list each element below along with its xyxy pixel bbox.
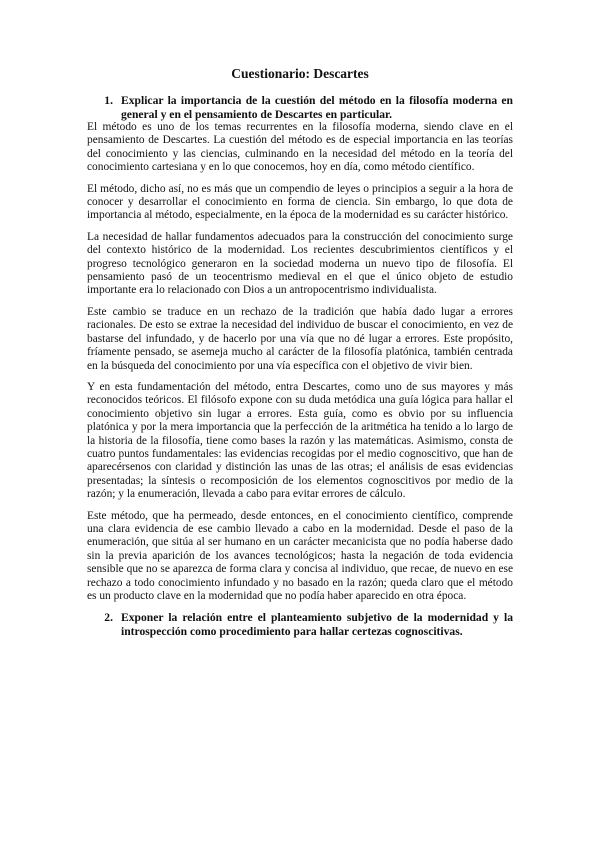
answer-paragraph-2: El método, dicho así, no es más que un compendio de leyes o principios a seguir a la hora de conocer y desarrollar el conocimiento en forma de ciencia. Sin embargo, lo que dota de importancia al método, especialmente, en la época de la modernidad es su carácter histórico. (87, 182, 513, 222)
answer-paragraph-6: Este método, que ha permeado, desde entonces, en el conocimiento científico, comprende una clara evidencia de ese cambio llevado a cabo en la modernidad. Desde el paso de la enumeración, que sitúa al ser humano en un carácter mecanicista que no podía haberse dado sin la previa aparición de los avances tecnológicos; hasta la negación de toda evidencia sensible que no se aparezca de forma clara y concisa al individuo, que recae, de nuevo en ese rechazo a todo conocimiento infundado y no basado en la razón; queda claro que el método es un producto clave en la modernidad que no podía haber aparecido en otra época. (87, 509, 513, 602)
answer-paragraph-5: Y en esta fundamentación del método, entra Descartes, como uno de sus mayores y más reconocidos teóricos. El filósofo expone con su duda metódica una guía lógica para hallar el conocimiento objetivo sin lugar a errores. Esta guía, como es obvio por su influencia platónica y por la mera importancia que la perfección de la aritmética ha tenido a lo largo de la historia de la filosofía, tiene como bases la razón y las matemáticas. Asimismo, consta de cuatro puntos fundamentales: las evidencias recogidas por el medio cognoscitivo, que han de aparecérsenos con claridad y distinción las unas de las otras; el análisis de esas evidencias presentadas; la síntesis o recomposición de los elementos cognoscitivos por medio de la razón; y la enumeración, llevada a cabo para evitar errores de cálculo. (87, 380, 513, 501)
question-2-number: 2. (104, 611, 113, 625)
answer-paragraph-1: El método es uno de los temas recurrentes en la filosofía moderna, siendo clave en el pensamiento de Descartes. La cuestión del método es de especial importancia en las teorías del conocimiento y las ciencias, culminando en la necesidad del método en la teoría del conocimiento cartesiana y en lo que conocemos, hoy en día, como método científico. (87, 121, 513, 174)
question-1 (87, 94, 513, 121)
answer-paragraph-4: Este cambio se traduce en un rechazo de la tradición que había dado lugar a errores racionales. De esto se extrae la necesidad del individuo de buscar el conocimiento, en vez de bastarse del infundado, y de hacerlo por una vía que no dé lugar a errores. Este propósito, fríamente pensado, se asemeja mucho al carácter de la filosofía platónica, también centrada en la búsqueda del conocimiento por una vía específica con el objetivo de vivir bien. (87, 305, 513, 372)
question-1-number: 1. (104, 94, 113, 107)
document-title: Cuestionario: Descartes (231, 66, 369, 81)
question-2 (87, 611, 513, 638)
answer-paragraph-3: La necesidad de hallar fundamentos adecuados para la construcción del conocimiento surge del contexto histórico de la modernidad. Los recientes descubrimientos científicos y el progreso tecnológico generaron en la sociedad moderna un nuevo tipo de filosofía. El pensamiento pasó de un teocentrismo medieval en el que el único objeto de estudio importante era lo relacionado con Dios a un antropocentrismo individualista. (87, 230, 513, 297)
question-1-text: Explicar la importancia de la cuestión del método en la filosofía moderna en general y en el pensamiento de Descartes en particular. (121, 94, 513, 121)
question-2-text: Exponer la relación entre el planteamiento subjetivo de la modernidad y la introspección como procedimiento para hallar certezas cognoscitivas. (121, 611, 513, 638)
